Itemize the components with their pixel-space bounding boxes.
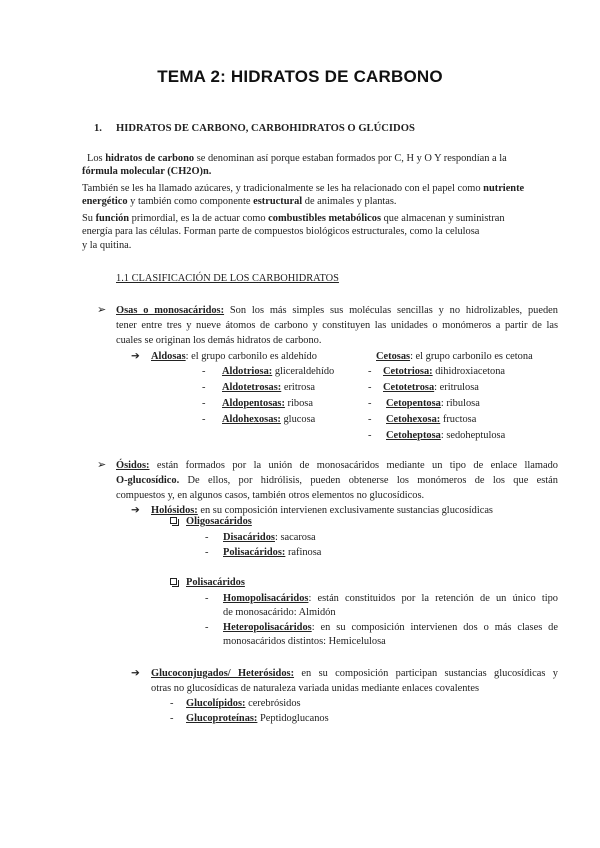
arrow-right-icon: ➔ xyxy=(131,351,140,362)
glucoproteinas-item: Glucoproteínas: Peptidoglucanos xyxy=(186,713,329,724)
mono-line-1: Osas o monosacáridos: Son los más simples sus moléculas sencillas y no hidrolizables, pueden xyxy=(116,305,558,316)
dash-icon: - xyxy=(202,414,206,425)
cetosa-item: Cetohexosa: fructosa xyxy=(386,414,477,425)
intro-line-2: fórmula molecular (CH2O)n. xyxy=(82,166,212,177)
dash-icon: - xyxy=(205,547,209,558)
aldosa-item: Aldotriosa: gliceraldehído xyxy=(222,366,335,377)
aldosa-item: Aldopentosas: ribosa xyxy=(222,398,313,409)
bullet-arrow-icon: ➢ xyxy=(97,304,107,316)
cetosa-item: Cetoheptosa: sedoheptulosa xyxy=(386,430,506,441)
subsection-heading: 1.1 CLASIFICACIÓN DE LOS CARBOHIDRATOS xyxy=(116,273,339,284)
oligosacaridos-heading: Oligosacáridos xyxy=(186,516,252,527)
heteropolisacaridos-line-1: Heteropolisacáridos: en su composición intervienen dos o más clases de xyxy=(223,622,558,633)
glucoconjugados-line-1: Glucoconjugados/ Heterósidos: en su composición participan sustancias glucosídicas y xyxy=(151,668,558,679)
dash-icon: - xyxy=(202,366,206,377)
dash-icon: - xyxy=(205,622,209,633)
arrow-right-icon: ➔ xyxy=(131,668,140,679)
intro-line-1: Los hidratos de carbono se denominan así porque estaban formados por C, H y O Y respondían a la xyxy=(87,153,507,164)
glucolipidos-item: Glucolípidos: cerebrósidos xyxy=(186,698,301,709)
homopolisacaridos-line-2: de monosacárido: Almidón xyxy=(223,607,336,618)
dash-icon: - xyxy=(368,366,372,377)
cetosa-item: Cetotetrosa: eritrulosa xyxy=(383,382,479,393)
dash-icon: - xyxy=(368,414,372,425)
mono-line-2: tener entre tres y nueve átomos de carbono y constituyen las unidades o monómeros a partir de las xyxy=(116,320,558,331)
glucoconjugados-line-2: otras no glucosídicas de naturaleza variada unidas mediante enlaces covalentes xyxy=(151,683,480,694)
checkbox-square-icon xyxy=(170,517,177,524)
intro-line-3: También se les ha llamado azúcares, y tradicionalmente se les ha relacionado con el papel como nutriente xyxy=(82,183,525,194)
arrow-right-icon: ➔ xyxy=(131,505,140,516)
dash-icon: - xyxy=(202,382,206,393)
heteropolisacaridos-line-2: monosacáridos distintos: Hemicelulosa xyxy=(223,636,386,647)
osidos-line-3: compuestos y, en algunos casos, también otros elementos no glucosídicos. xyxy=(116,490,425,501)
holosidos-line: Holósidos: en su composición intervienen exclusivamente sustancias glucosídicas xyxy=(151,505,493,516)
dash-icon: - xyxy=(170,713,174,724)
section-heading: HIDRATOS DE CARBONO, CARBOHIDRATOS O GLÚCIDOS xyxy=(116,123,415,134)
dash-icon: - xyxy=(368,398,372,409)
osidos-line-1: Ósidos: están formados por la unión de monosacáridos mediante un tipo de enlace llamado xyxy=(116,460,558,471)
aldosa-item: Aldotetrosas: eritrosa xyxy=(222,382,316,393)
polisacaridos-heading: Polisacáridos xyxy=(186,577,245,588)
intro-line-5: Su función primordial, es la de actuar como combustibles metabólicos que almacenan y suministran xyxy=(82,213,505,224)
cetosa-item: Cetotriosa: dihidroxiacetona xyxy=(383,366,506,377)
intro-line-4: energético y también como componente estructural de animales y plantas. xyxy=(82,196,397,207)
dash-icon: - xyxy=(368,430,372,441)
intro-line-7: y la quitina. xyxy=(82,240,132,251)
polisacaridos-item: Polisacáridos: rafinosa xyxy=(223,547,322,558)
disacaridos-item: Disacáridos: sacarosa xyxy=(223,532,316,543)
homopolisacaridos-line-1: Homopolisacáridos: están constituidos por la retención de un único tipo xyxy=(223,593,558,604)
dash-icon: - xyxy=(205,593,209,604)
dash-icon: - xyxy=(170,698,174,709)
osidos-line-2: O-glucosídico. De ellos, por hidrólisis, pueden obtenerse los monómeros de los que están xyxy=(116,475,558,486)
bullet-arrow-icon: ➢ xyxy=(97,459,107,471)
intro-line-6: energía para las células. Forman parte de compuestos biológicos estructurales, como la celulosa xyxy=(82,226,480,237)
dash-icon: - xyxy=(368,382,372,393)
aldosa-item: Aldohexosas: glucosa xyxy=(222,414,316,425)
section-number: 1. xyxy=(94,123,102,134)
aldosas-line: Aldosas: el grupo carbonilo es aldehído xyxy=(151,351,317,362)
dash-icon: - xyxy=(205,532,209,543)
cetosa-item: Cetopentosa: ribulosa xyxy=(386,398,480,409)
mono-line-3: cuales se originan los demás hidratos de carbono. xyxy=(116,335,322,346)
checkbox-square-icon xyxy=(170,578,177,585)
dash-icon: - xyxy=(202,398,206,409)
cetosas-line: Cetosas: el grupo carbonilo es cetona xyxy=(376,351,533,362)
page-title: TEMA 2: HIDRATOS DE CARBONO xyxy=(157,67,443,86)
